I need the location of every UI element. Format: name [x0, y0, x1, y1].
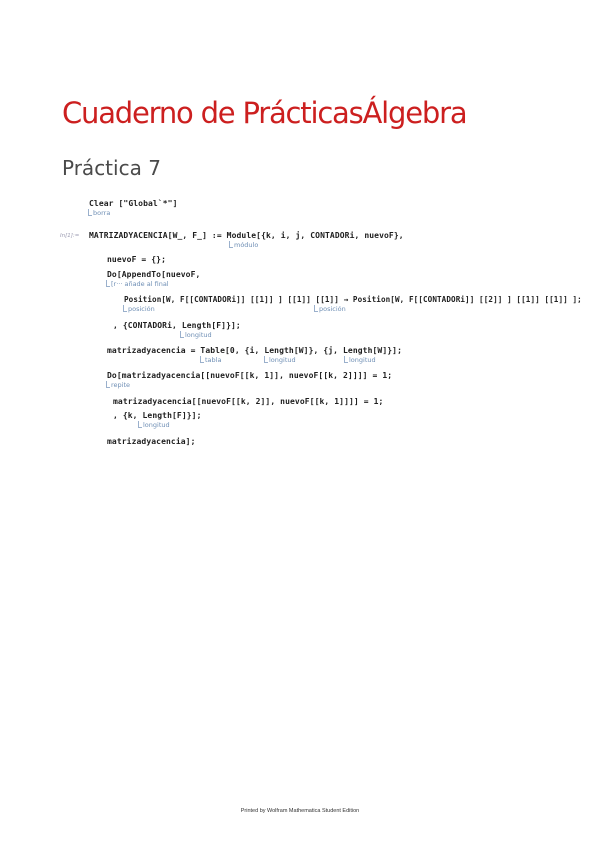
code-line-do-matriz[interactable]: Do[matrizadyacencia[[nuevoF[[k, 1]], nuevoF[[k, 2]]]] = 1; — [107, 371, 393, 380]
hint-longitud-1: longitud — [180, 331, 212, 339]
code-line-table[interactable]: matrizadyacencia = Table[0, {i, Length[W]}, {j, Length[W]}]; — [107, 346, 402, 355]
hint-bracket-icon — [88, 209, 92, 216]
code-line-nuevoF[interactable]: nuevoF = {}; — [107, 255, 166, 264]
code-line-matriz-sym[interactable]: matrizadyacencia[[nuevoF[[k, 2]], nuevoF[[k, 1]]]] = 1; — [113, 397, 384, 406]
hint-bracket-icon — [229, 241, 233, 248]
hint-posicion-2: posición — [314, 305, 346, 313]
hint-longitud-4: longitud — [138, 421, 170, 429]
page-title: Cuaderno de PrácticasÁlgebra — [62, 96, 467, 130]
code-line-definition[interactable]: MATRIZADYACENCIA[W_, F_] := Module[{k, i, j, CONTADORi, nuevoF}, — [89, 231, 404, 240]
code-line-position[interactable]: Position[W, F[[CONTADORi]] [[1]] ] [[1]] [[1]] → Position[W, F[[CONTADORi]] [[2]] ] [[1]] [[1]] ]; — [124, 295, 582, 304]
hint-anade-al-final: [r··· añade al final — [106, 280, 169, 288]
hint-bracket-icon — [138, 421, 142, 428]
hint-bracket-icon — [200, 356, 204, 363]
hint-bracket-icon — [180, 331, 184, 338]
print-footer: Printed by Wolfram Mathematica Student Edition — [240, 808, 360, 814]
hint-borra: borra — [88, 209, 110, 217]
hint-bracket-icon — [264, 356, 268, 363]
code-line-do-append[interactable]: Do[AppendTo[nuevoF, — [107, 270, 201, 279]
hint-posicion-1: posición — [123, 305, 155, 313]
code-line-contadori[interactable]: , {CONTADORi, Length[F]}]; — [113, 321, 241, 330]
hint-bracket-icon — [344, 356, 348, 363]
hint-bracket-icon — [314, 305, 318, 312]
hint-modulo: módulo — [229, 241, 258, 249]
hint-longitud-3: longitud — [344, 356, 376, 364]
hint-repite: repite — [106, 381, 130, 389]
hint-tabla: tabla — [200, 356, 221, 364]
code-line-return[interactable]: matrizadyacencia]; — [107, 437, 196, 446]
code-line-k-length[interactable]: , {k, Length[F]}]; — [113, 411, 202, 420]
code-line-clear[interactable]: Clear ["Global`*"] — [89, 199, 178, 208]
hint-bracket-icon — [106, 280, 110, 287]
input-label: In[1]:= — [60, 233, 80, 239]
hint-longitud-2: longitud — [264, 356, 296, 364]
section-heading: Práctica 7 — [62, 156, 161, 180]
hint-bracket-icon — [106, 381, 110, 388]
hint-bracket-icon — [123, 305, 127, 312]
